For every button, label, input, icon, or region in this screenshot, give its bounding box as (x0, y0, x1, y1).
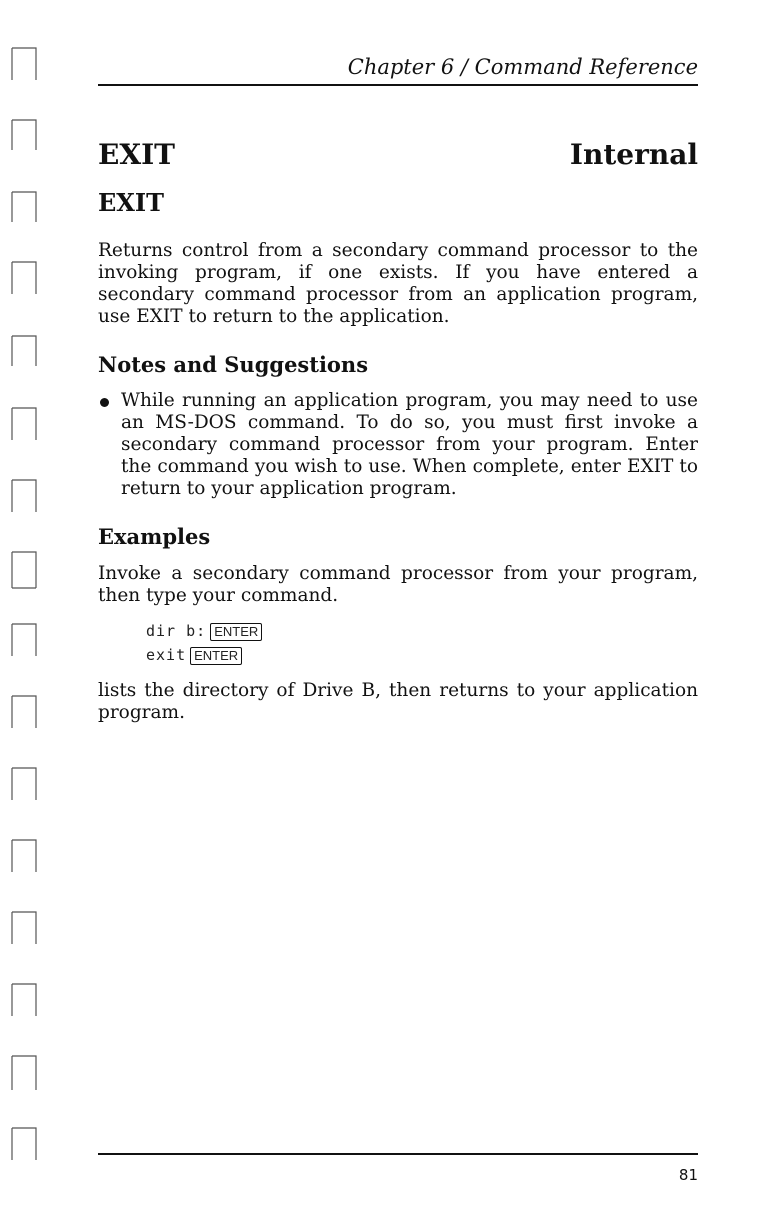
running-head: Chapter 6 / Command Reference (347, 55, 698, 79)
bullet-icon (100, 398, 109, 407)
example-line (146, 622, 262, 641)
command-syntax: EXIT (98, 188, 164, 217)
notes-bullet-text: While running an application program, you may need to use an MS-DOS command. To do so, you must first invoke a secondary command processor from your program. Enter the command you wish to use. When complete, enter EXIT to return to your application program. (121, 390, 698, 499)
command-description: Returns control from a secondary command processor to the invoking program, if one exists. If you have entered a secondary command processor from an application program, use EXIT to return to the application. (98, 240, 698, 327)
example-code: exit (146, 646, 187, 664)
example-line (146, 646, 242, 665)
command-title-row (98, 138, 698, 178)
examples-intro: Invoke a secondary command processor from your program, then type your command. (98, 563, 698, 606)
command-name: EXIT (98, 138, 175, 171)
command-type: Internal (569, 138, 698, 171)
enter-key-icon: ENTER (210, 623, 262, 641)
binder-hole-marks (0, 0, 60, 1213)
footer-rule (98, 1153, 698, 1155)
notes-heading: Notes and Suggestions (98, 352, 369, 377)
page-number: 81 (678, 1166, 698, 1184)
enter-key-icon: ENTER (190, 647, 242, 665)
header-rule (98, 84, 698, 86)
examples-result: lists the directory of Drive B, then returns to your application program. (98, 680, 698, 723)
examples-heading: Examples (98, 524, 211, 549)
example-code: dir b: (146, 622, 207, 640)
